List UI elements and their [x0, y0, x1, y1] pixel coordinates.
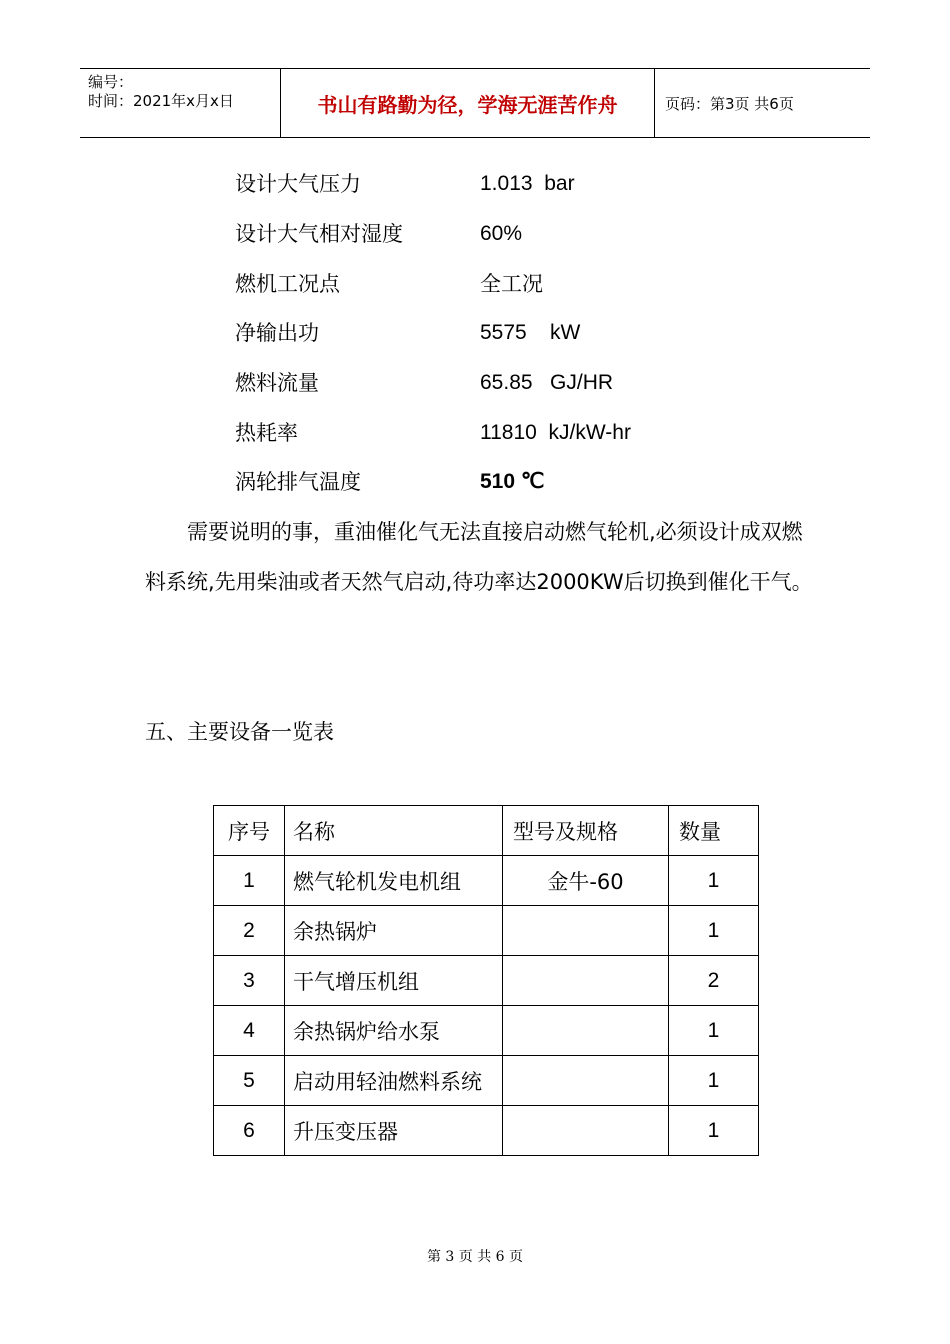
table-cell: 升压变压器 — [285, 1106, 503, 1156]
header-time-label: 时间：2021年x月x日 — [88, 92, 234, 110]
table-cell — [503, 1056, 669, 1106]
table-row — [214, 1056, 759, 1106]
table-cell: 1 — [669, 1056, 759, 1106]
table-cell: 2 — [669, 956, 759, 1006]
table-cell: 启动用轻油燃料系统 — [285, 1056, 503, 1106]
header-page-info: 页码：第3页 共6页 — [665, 94, 794, 113]
spec-value: 60% — [480, 222, 523, 245]
table-cell: 金牛-60 — [503, 856, 669, 906]
spec-label: 设计大气压力 — [235, 172, 361, 196]
table-cell — [503, 906, 669, 956]
table-cell: 2 — [214, 906, 285, 956]
header-motto: 书山有路勤为径，学海无涯苦作舟 — [281, 69, 655, 137]
table-cell: 1 — [214, 856, 285, 906]
spec-label: 设计大气相对湿度 — [235, 222, 403, 246]
page-header — [80, 68, 870, 138]
header-number-label: 编号： — [88, 73, 134, 91]
table-cell: 4 — [214, 1006, 285, 1056]
spec-value: 11810 kJ/kW-hr — [480, 421, 631, 444]
page-footer: 第 3 页 共 6 页 — [426, 1249, 524, 1265]
table-header-cell: 序号 — [214, 806, 285, 856]
table-cell: 余热锅炉 — [285, 906, 503, 956]
table-header-cell: 数量 — [669, 806, 759, 856]
table-row — [214, 906, 759, 956]
spec-label: 燃料流量 — [235, 371, 319, 395]
table-row — [214, 856, 759, 906]
table-cell: 6 — [214, 1106, 285, 1156]
spec-label: 净输出功 — [235, 321, 319, 345]
table-cell — [503, 1106, 669, 1156]
spec-label: 热耗率 — [235, 421, 298, 445]
table-cell: 1 — [669, 1006, 759, 1056]
table-cell — [503, 1006, 669, 1056]
section-title: 五、主要设备一览表 — [145, 720, 334, 744]
spec-value: 1.013 bar — [480, 172, 575, 195]
spec-label: 燃机工况点 — [235, 272, 340, 296]
table-header-cell: 型号及规格 — [503, 806, 669, 856]
note-paragraph: 需要说明的事，重油催化气无法直接启动燃气轮机,必须设计成双燃料系统,先用柴油或者天然气启动,待功率达2000KW后切换到催化干气。 — [145, 520, 813, 594]
table-row — [214, 1106, 759, 1156]
table-cell: 3 — [214, 956, 285, 1006]
spec-value: 全工况 — [480, 272, 543, 296]
table-cell: 1 — [669, 906, 759, 956]
table-header-row — [214, 806, 759, 856]
equipment-table — [213, 805, 759, 1156]
spec-value: 510 ℃ — [480, 470, 545, 493]
spec-label: 涡轮排气温度 — [235, 470, 361, 494]
table-cell — [503, 956, 669, 1006]
table-cell: 1 — [669, 856, 759, 906]
table-header-cell: 名称 — [285, 806, 503, 856]
header-meta — [80, 69, 281, 137]
table-cell: 1 — [669, 1106, 759, 1156]
table-cell: 干气增压机组 — [285, 956, 503, 1006]
table-row — [214, 956, 759, 1006]
spec-value: 65.85 GJ/HR — [480, 371, 614, 394]
table-cell: 5 — [214, 1056, 285, 1106]
table-cell: 燃气轮机发电机组 — [285, 856, 503, 906]
table-row — [214, 1006, 759, 1056]
table-cell: 余热锅炉给水泵 — [285, 1006, 503, 1056]
spec-value: 5575 kW — [480, 321, 581, 344]
